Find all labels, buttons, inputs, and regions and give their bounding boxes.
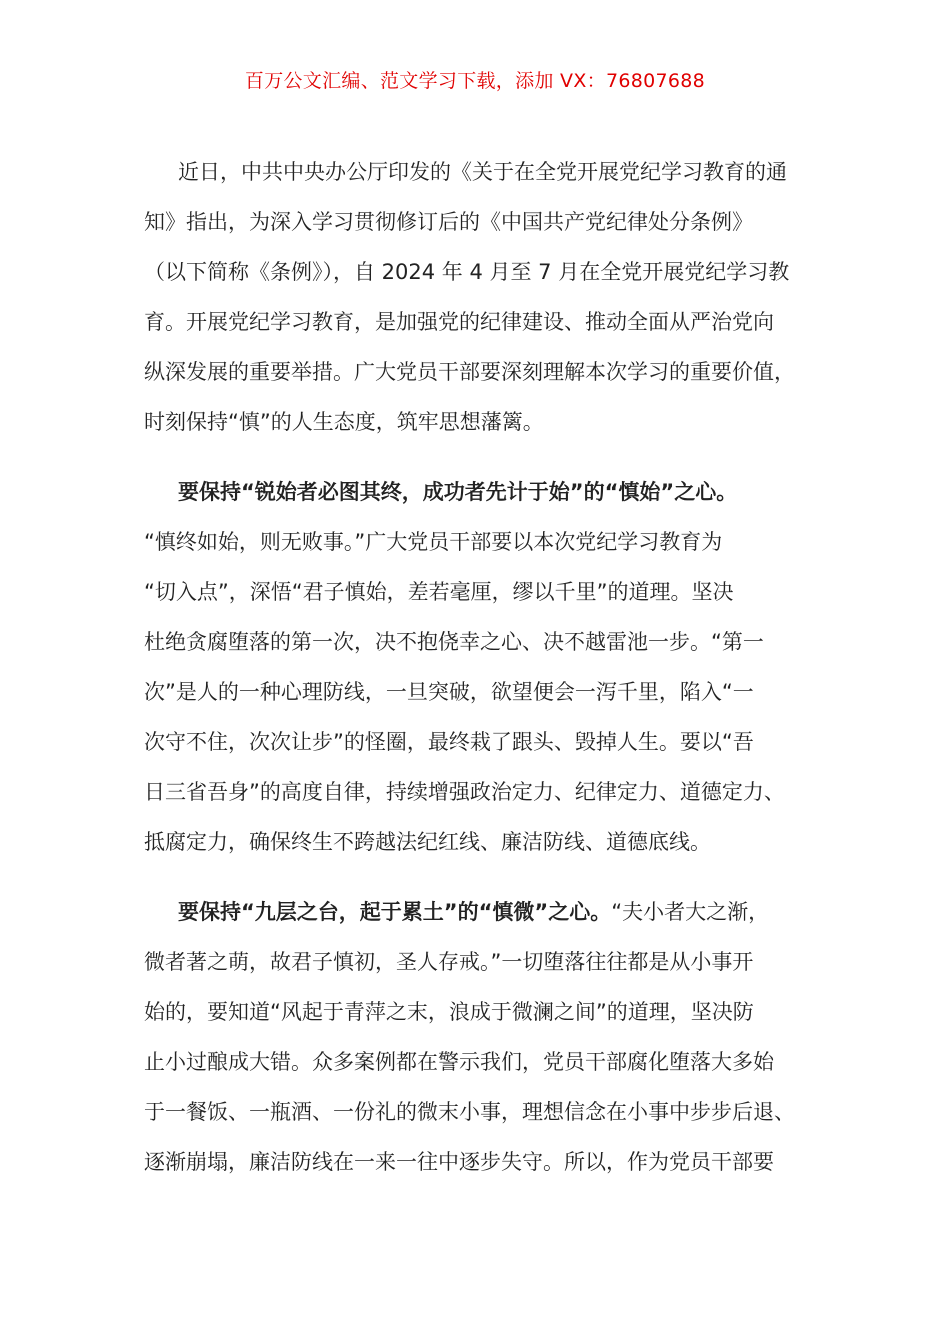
paragraph-3-line-5: 逐渐崩塌，廉洁防线在一来一往中逐步失守。所以，作为党员干部要 <box>144 1150 774 1174</box>
paragraph-1-line-3: （以下简称《条例》），自 2024 年 4 月至 7 月在全党开展党纪学习教 <box>144 260 790 284</box>
paragraph-3-heading-tail: “夫小者大之渐， <box>611 900 770 924</box>
paragraph-2-line-1: “慎终如始，则无败事。”广大党员干部要以本次党纪学习教育为 <box>144 530 723 554</box>
paragraph-2-line-7: 抵腐定力，确保终生不跨越法纪红线、廉洁防线、道德底线。 <box>144 830 711 854</box>
paragraph-1-line-4: 育。开展党纪学习教育，是加强党的纪律建设、推动全面从严治党向 <box>144 310 774 334</box>
paragraph-3-first-line <box>178 897 769 927</box>
paragraph-1-line-2: 知》指出，为深入学习贯彻修订后的《中国共产党纪律处分条例》 <box>144 210 753 234</box>
paragraph-1-line-5: 纵深发展的重要举措。广大党员干部要深刻理解本次学习的重要价值， <box>144 360 795 384</box>
paragraph-1-line-6: 时刻保持“慎”的人生态度，筑牢思想藩篱。 <box>144 410 544 434</box>
header-banner: 百万公文汇编、范文学习下载，添加 VX：76807688 <box>244 70 706 92</box>
paragraph-2-line-2: “切入点”，深悟“君子慎始，差若毫厘，缪以千里”的道理。坚决 <box>144 580 734 604</box>
paragraph-3-line-1: 微者著之萌，故君子慎初，圣人存戒。”一切堕落往往都是从小事开 <box>144 950 754 974</box>
paragraph-2-line-5: 次守不住，次次让步”的怪圈，最终栽了跟头、毁掉人生。要以“吾 <box>144 730 754 754</box>
paragraph-2-line-4: 次”是人的一种心理防线，一旦突破，欲望便会一泻千里，陷入“一 <box>144 680 754 704</box>
paragraph-2-line-6: 日三省吾身”的高度自律，持续增强政治定力、纪律定力、道德定力、 <box>144 780 785 804</box>
paragraph-3-heading: 要保持“九层之台，起于累土”的“慎微”之心。 <box>178 900 612 924</box>
paragraph-2-heading: 要保持“锐始者必图其终，成功者先计于始”的“慎始”之心。 <box>178 480 738 504</box>
paragraph-3-line-3: 止小过酿成大错。众多案例都在警示我们，党员干部腐化堕落大多始 <box>144 1050 774 1074</box>
paragraph-3-line-2: 始的，要知道“风起于青萍之末，浪成于微澜之间”的道理，坚决防 <box>144 1000 754 1024</box>
paragraph-2-line-3: 杜绝贪腐堕落的第一次，决不抱侥幸之心、决不越雷池一步。“第一 <box>144 630 764 654</box>
paragraph-3-line-4: 于一餐饭、一瓶酒、一份礼的微末小事，理想信念在小事中步步后退、 <box>144 1100 795 1124</box>
paragraph-1-line-1: 近日，中共中央办公厅印发的《关于在全党开展党纪学习教育的通 <box>178 160 787 184</box>
